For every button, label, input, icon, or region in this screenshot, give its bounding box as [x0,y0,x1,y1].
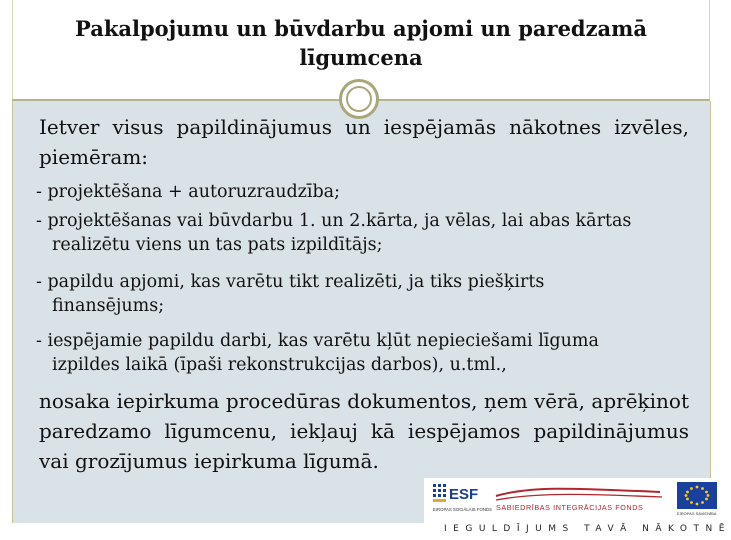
list-item-continuation: realizētu viens un tas pats izpildītājs; [52,235,383,255]
eu-logo-text: EIROPAS SAVIENĪBA [677,511,717,516]
list-item-text: - projektēšanas vai būvdarbu 1. un 2.kārta, ja vēlas, lai abas kārtas [36,211,632,231]
sif-logo-text: SABIEDRĪBAS INTEGRĀCIJAS FONDS [496,503,644,512]
esf-logo [432,481,492,519]
list-item-continuation: finansējums; [52,296,165,316]
list-item [36,180,689,204]
conclusion-paragraph: nosaka iepirkuma procedūras dokumentos, ņem vērā, aprēķinot paredzamo līgumcenu, iekļauj kā iespējamos papildinājumus vai grozījumus iepirkuma līgumā. [39,389,689,473]
slide-title: Pakalpojumu un būvdarbu apjomi un paredzamā līgumcena [75,16,647,70]
intro-paragraph: Ietver visus papildinājumus un iespējamās nākotnes izvēles, piemēram: [39,115,689,169]
esf-logo-text: ESF [449,486,479,503]
list-item-text: - projektēšana + autoruzraudzība; [36,182,341,202]
list-item [36,270,689,318]
footer-logos [424,478,731,540]
list-item-text: - iespējamie papildu darbi, kas varētu kļūt nepieciešami līguma [36,331,599,351]
list-item [36,209,689,257]
list-item-continuation: izpildes laikā (īpaši rekonstrukcijas darbos), u.tml., [52,355,507,375]
sif-logo [490,482,670,516]
esf-logo-subtext: EIROPAS SOCIĀLAIS FONDS [433,507,492,512]
list-item [36,329,689,377]
list-item-text: - papildu apjomi, kas varētu tikt realizēti, ja tiks piešķirts [36,272,545,292]
eu-flag-logo [674,481,720,517]
footer-slogan: IEGULDĪJUMS TAVĀ NĀKOTNĒ [444,524,731,534]
